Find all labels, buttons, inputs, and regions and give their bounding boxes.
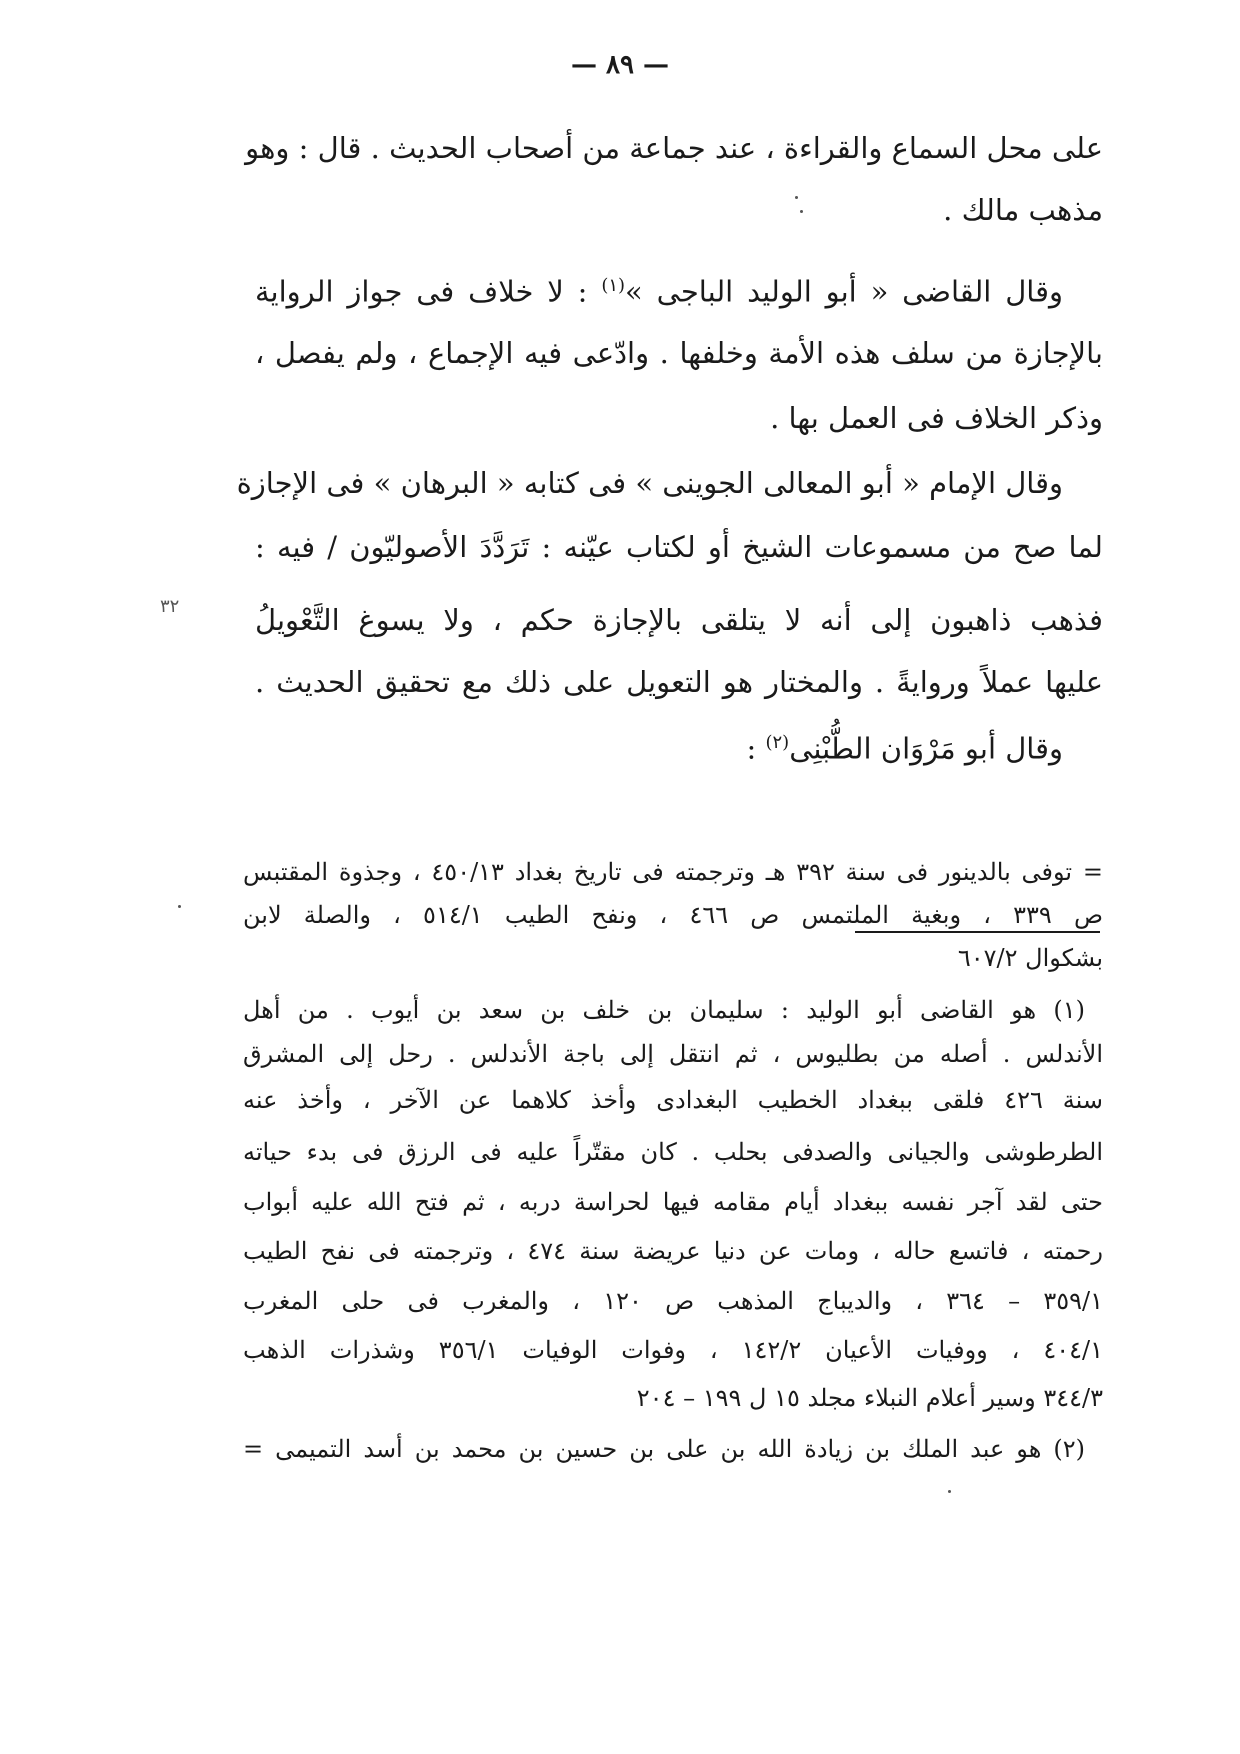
body-line-10-tail: : — [746, 731, 757, 766]
footnote-2-line-1: (٢) هو عبد الملك بن زيادة الله بن على بن حسين بن محمد بن أسد التميمى = — [243, 1435, 1085, 1463]
footnote-1-line-4: الطرطوشى والجيانى والصدفى بحلب . كان مقتّراً عليه فى الرزق فى بدء حياته — [243, 1138, 1103, 1166]
footnote-1-line-1: (١) هو القاضى أبو الوليد : سليمان بن خلف بن سعد بن أيوب . من أهل — [243, 996, 1085, 1024]
body-line-2: مذهب مالك . — [943, 193, 1103, 227]
body-line-6: وقال الإمام « أبو المعالى الجوينى » فى كتابه « البرهان » فى الإجازة — [236, 466, 1063, 500]
footnote-line-2: ص ٣٣٩ ، وبغية الملتمس ص ٤٦٦ ، ونفح الطيب ٥١٤/١ ، والصلة لابن — [243, 901, 1103, 929]
scan-speck — [800, 210, 803, 213]
body-line-8: فذهب ذاهبون إلى أنه لا يتلقى بالإجازة حكم ، ولا يسوغ التَّعْويلُ — [255, 603, 1103, 637]
footnote-1-line-6: رحمته ، فاتسع حاله ، ومات عن دنيا عريضة سنة ٤٧٤ ، وترجمته فى نفح الطيب — [243, 1237, 1103, 1265]
footnote-ref-1: (١) — [601, 275, 626, 296]
margin-note: ٣٢ — [160, 596, 180, 617]
body-line-4: بالإجازة من سلف هذه الأمة وخلفها . وادّعى فيه الإجماع ، ولم يفصل ، — [255, 336, 1103, 370]
page-number: — ٨٩ — — [570, 50, 670, 80]
scan-speck — [948, 1490, 951, 1493]
scan-speck — [795, 196, 798, 199]
body-line-3 — [255, 266, 1103, 312]
body-line-7: لما صح من مسموعات الشيخ أو لكتاب عيّنه : تَرَدَّدَ الأصوليّون / فيه : — [255, 530, 1103, 564]
footnote-1-line-7: ٣٥٩/١ – ٣٦٤ ، والديباج المذهب ص ١٢٠ ، والمغرب فى حلى المغرب — [243, 1287, 1103, 1315]
body-line-9: عليها عملاً وروايةً . والمختار هو التعويل على ذلك مع تحقيق الحديث . — [255, 665, 1103, 699]
footnote-1-line-3: سنة ٤٢٦ فلقى ببغداد الخطيب البغدادى وأخذ كلاهما عن الآخر ، وأخذ عنه — [243, 1086, 1103, 1114]
body-line-3-tail: : لا خلاف فى جواز الرواية — [255, 274, 588, 309]
body-line-1: على محل السماع والقراءة ، عند جماعة من أصحاب الحديث . قال : وهو — [245, 131, 1103, 165]
footnote-line-3: بشكوال ٦٠٧/٢ — [957, 944, 1103, 972]
body-line-10 — [255, 723, 1103, 769]
body-line-5: وذكر الخلاف فى العمل بها . — [770, 401, 1103, 435]
footnote-1-line-2: الأندلس . أصله من بطليوس ، ثم انتقل إلى باجة الأندلس . رحل إلى المشرق — [243, 1040, 1103, 1068]
footnote-ref-2: (٢) — [765, 732, 790, 753]
scan-speck — [178, 905, 181, 908]
body-line-3-head: وقال القاضى « أبو الوليد الباجى » — [625, 274, 1063, 309]
footnote-1-line-9: ٣٤٤/٣ وسير أعلام النبلاء مجلد ١٥ ل ١٩٩ – ٢٠٤ — [636, 1384, 1103, 1412]
footnote-line-1: = توفى بالدينور فى سنة ٣٩٢ هـ وترجمته فى تاريخ بغداد ٤٥٠/١٣ ، وجذوة المقتبس — [243, 858, 1104, 886]
footnote-1-line-8: ٤٠٤/١ ، ووفيات الأعيان ١٤٢/٢ ، وفوات الوفيات ٣٥٦/١ وشذرات الذهب — [243, 1336, 1104, 1364]
body-line-10-head: وقال أبو مَرْوَان الطُّبْنِى — [789, 731, 1063, 766]
footnote-1-line-5: حتى لقد آجر نفسه ببغداد أيام مقامه فيها لحراسة دربه ، ثم فتح الله عليه أبواب — [243, 1188, 1103, 1216]
